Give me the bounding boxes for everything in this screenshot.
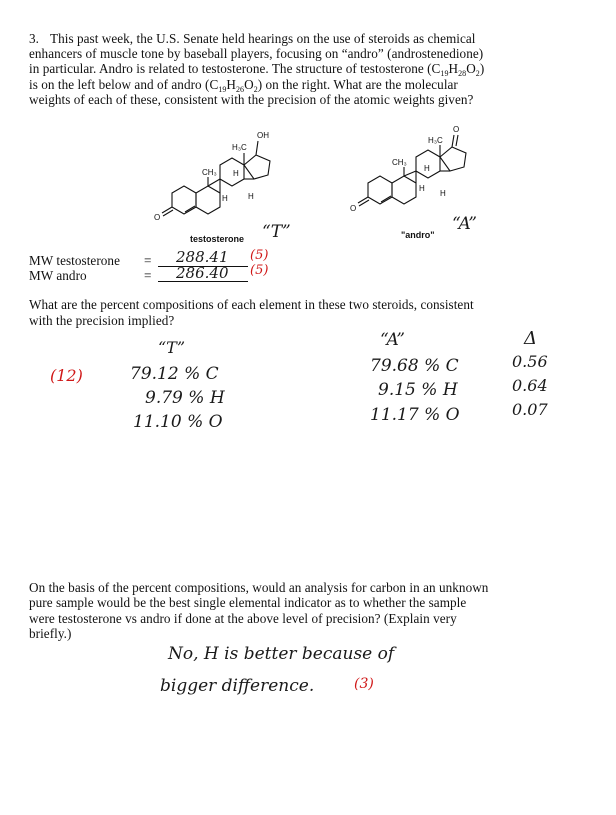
a-row-oxygen: 11.17 % O — [370, 405, 460, 425]
mw-testosterone-value: 288.41 — [176, 248, 229, 266]
handwritten-a-label: “A” — [452, 214, 477, 234]
h-label-t2: H — [222, 194, 228, 203]
mw-andro-label: MW andro — [29, 268, 87, 283]
andro-atom-labels — [350, 125, 459, 213]
t-row-carbon: 79.12 % C — [130, 364, 219, 384]
h-label-a1: H — [424, 164, 430, 173]
question-line-2: enhancers of muscle tone by baseball players, focusing on “andro” (androstenedione) — [29, 46, 484, 61]
a-column-header: “A” — [380, 330, 405, 350]
ch3-label-t: CH₃ — [202, 168, 217, 177]
basis-question-line-1: On the basis of the percent compositions, would an analysis for carbon in an unknown — [29, 580, 489, 595]
o-label-t: O — [154, 213, 161, 222]
ch3-label-a: CH₃ — [392, 158, 407, 167]
question-line-5: weights of each of these, consistent with the precision of the atomic weights given? — [29, 92, 474, 107]
mw-andro-value: 286.40 — [176, 264, 229, 282]
t-row-hydrogen: 9.79 % H — [145, 388, 225, 408]
h-label-t1: H — [233, 169, 239, 178]
h-label-a3: H — [440, 189, 446, 198]
testosterone-structure — [162, 141, 270, 216]
o-label-a2: O — [350, 204, 357, 213]
question-line-3: in particular. Andro is related to testosterone. The structure of testosterone $(C_{19}H_{28}O_2)$ — [29, 61, 485, 78]
testosterone-label: testosterone — [190, 234, 245, 244]
a-row-carbon: 79.68 % C — [370, 356, 459, 376]
handwritten-t-label: “T” — [262, 222, 291, 242]
basis-question-line-3: were testosterone vs andro if done at the above level of precision? (Explain very — [29, 611, 457, 626]
delta-row-carbon: 0.56 — [512, 352, 548, 371]
steroid-structures — [140, 115, 540, 250]
percent-question-line-1: What are the percent compositions of each element in these two steroids, consistent — [29, 297, 474, 312]
mw-points-1: (5) — [250, 248, 269, 263]
question-line-4: is on the left below and of andro $(C_{19}H_{26}O_2)$ on the right. What are the molecular — [29, 77, 458, 94]
mw-equals-2: = — [144, 268, 152, 283]
mw-points-2: (5) — [250, 263, 269, 278]
h3c-label-t: H₃C — [232, 143, 247, 152]
question-line-1: This past week, the U.S. Senate held hearings on the use of steroids as chemical — [50, 31, 476, 46]
percent-question-line-2: with the precision implied? — [29, 313, 175, 328]
mw-testosterone-label: MW testosterone — [29, 253, 120, 268]
delta-row-hydrogen: 0.64 — [512, 376, 548, 395]
t-column-header: “T” — [158, 338, 186, 357]
basis-answer-points: (3) — [354, 676, 374, 692]
basis-question-line-2: pure sample would be the best single elemental indicator as to whether the sample — [29, 595, 467, 610]
oh-label: OH — [257, 131, 269, 140]
question-number: 3. — [29, 31, 39, 46]
h-label-a2: H — [419, 184, 425, 193]
andro-structure — [358, 135, 466, 206]
delta-row-oxygen: 0.07 — [512, 400, 548, 419]
t-row-oxygen: 11.10 % O — [133, 412, 223, 432]
basis-answer-line-1: No, H is better because of — [168, 644, 395, 664]
o-label-a1: O — [453, 125, 460, 134]
percent-points: (12) — [50, 366, 83, 385]
basis-answer-line-2: bigger difference. — [160, 676, 315, 696]
a-row-hydrogen: 9.15 % H — [378, 380, 458, 400]
h-label-t3: H — [248, 192, 254, 201]
mw-equals-1: = — [144, 253, 152, 268]
delta-column-header: Δ — [524, 328, 537, 349]
basis-question-line-4: briefly.) — [29, 626, 72, 641]
h3c-label-a: H₃C — [428, 136, 443, 145]
andro-label: "andro" — [401, 230, 435, 240]
